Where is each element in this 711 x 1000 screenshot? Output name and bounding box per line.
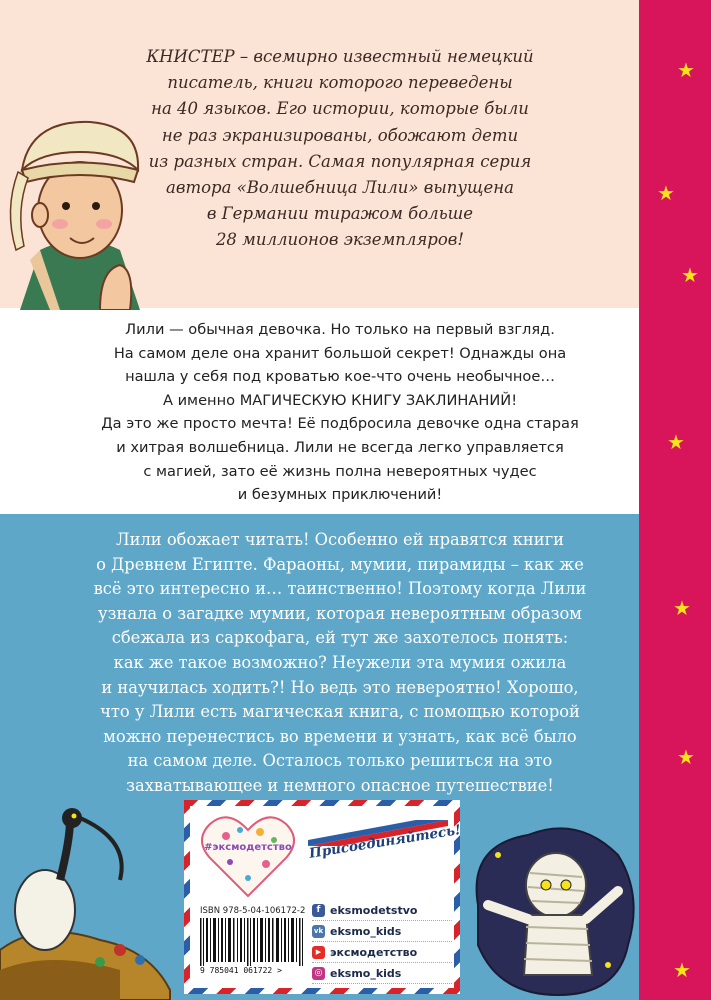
barcode	[200, 918, 304, 966]
social-handle: eksmo_kids	[330, 924, 402, 938]
social-link-instagram[interactable]	[312, 963, 452, 984]
story-line: сбежала из саркофага, ей тут же захотелось понять:	[111, 628, 569, 648]
story-line: можно перенестись во времени и узнать, как всё было	[103, 726, 577, 746]
author-bio-line: писатель, книги которого переведены	[167, 73, 513, 93]
author-bio-line: на 40 языков. Его истории, которые были	[151, 99, 529, 119]
intro-line: и хитрая волшебница. Лили не всегда легко управляется	[116, 438, 564, 456]
author-bio-line: 28 миллионов экземпляров!	[215, 230, 465, 250]
story-line: Лили обожает читать! Особенно ей нравятся книги	[116, 530, 564, 549]
spine-strip	[639, 0, 711, 1000]
intro-line: Да это же просто мечта! Её подбросила девочке одна старая	[101, 415, 579, 433]
isbn-text: ISBN 978-5-04-106172-2	[200, 906, 306, 916]
author-bio-line: в Германии тиражом больше	[206, 204, 474, 224]
story-line: всё это интересно и… таинственно! Поэтому когда Лили	[93, 579, 587, 599]
story-line: как же такое возможно? Неужели эта мумия ожила	[113, 652, 567, 672]
social-handle: eksmodetstvo	[330, 903, 418, 917]
social-link-facebook[interactable]	[312, 900, 452, 921]
intro-line: Лили — обычная девочка. Но только на первый взгляд.	[125, 321, 555, 338]
author-bio-line: из разных стран. Самая популярная серия	[148, 151, 532, 171]
book-intro	[60, 318, 620, 507]
story-line: на самом деле. Осталось только решиться на это	[127, 751, 553, 771]
heart-icon	[200, 812, 296, 898]
star-icon: ★	[673, 596, 691, 620]
intro-line: На самом деле она хранит большой секрет! Однажды она	[113, 344, 567, 362]
intro-line: нашла у себя под кроватью кое-что очень необычное…	[125, 368, 555, 386]
join-label: Присоединяйтесь!	[308, 822, 462, 862]
star-icon: ★	[677, 745, 695, 769]
star-icon: ★	[673, 958, 691, 982]
star-icon: ★	[667, 430, 685, 454]
story-line: и научилась ходить?! Но ведь это невероятно! Хорошо,	[101, 677, 579, 697]
youtube-icon: ▶	[312, 946, 325, 959]
star-icon: ★	[681, 263, 699, 287]
author-bio-line: КНИСТЕР – всемирно известный немецкий	[146, 47, 534, 66]
intro-line: и безумных приключений!	[237, 486, 443, 504]
social-handle: eksmo_kids	[330, 966, 402, 980]
story-line: что у Лили есть магическая книга, с помощью которой	[100, 702, 580, 722]
story-line: о Древнем Египте. Фараоны, мумии, пирамиды – как же	[96, 554, 584, 574]
facebook-icon: f	[312, 904, 325, 917]
vk-icon: vk	[312, 925, 325, 938]
story-line: узнала о загадке мумии, которая невероятным образом	[98, 603, 582, 623]
story-blurb	[60, 528, 620, 799]
social-links	[312, 900, 452, 984]
social-link-vk[interactable]	[312, 921, 452, 942]
author-bio-line: автора «Волшебница Лили» выпущена	[166, 178, 514, 198]
instagram-icon: ◎	[312, 967, 325, 980]
social-link-youtube[interactable]	[312, 942, 452, 963]
ibis-illustration	[0, 800, 180, 1000]
brand-hashtag: #эксмодетство	[204, 842, 292, 853]
intro-line: А именно МАГИЧЕСКУЮ КНИГУ ЗАКЛИНАНИЙ!	[162, 391, 518, 409]
author-bio-line: не раз экранизированы, обожают дети	[161, 125, 519, 145]
barcode-number: 9 785041 061722 >	[200, 966, 282, 975]
mummy-illustration	[468, 815, 638, 1000]
intro-line: с магией, зато её жизнь полна невероятных чудес	[143, 462, 537, 480]
social-postcard	[184, 800, 460, 994]
star-icon: ★	[677, 58, 695, 82]
author-bio	[80, 44, 600, 254]
social-handle: эксмодетство	[330, 945, 418, 959]
story-line: захватывающее и немного опасное путешествие!	[126, 775, 554, 795]
star-icon: ★	[657, 181, 675, 205]
